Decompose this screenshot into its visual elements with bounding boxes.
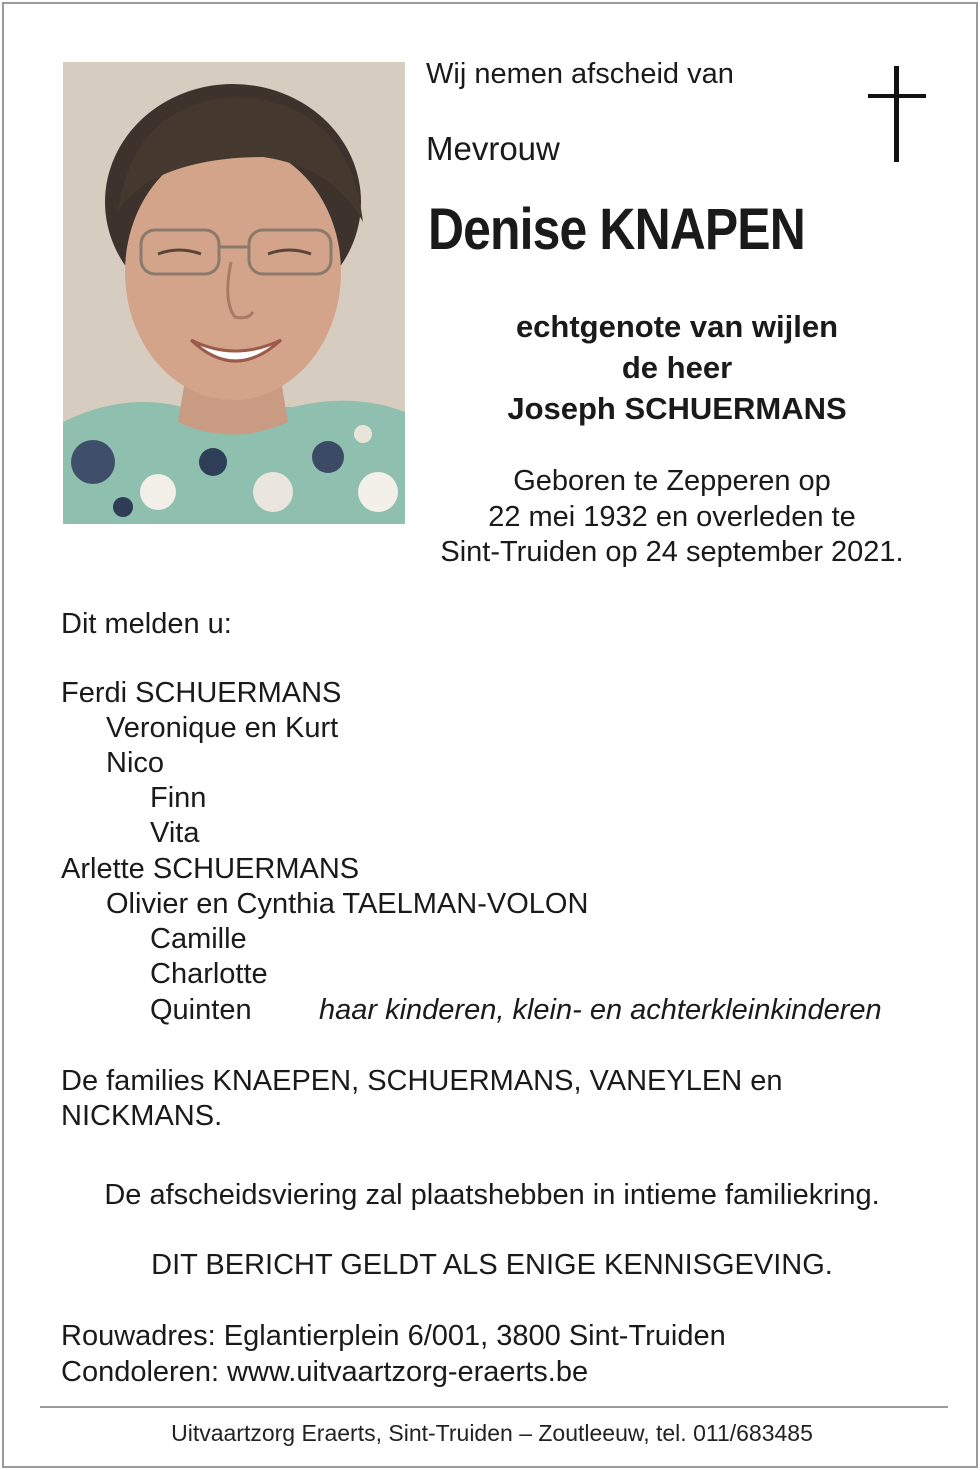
spouse-line-2: de heer bbox=[621, 350, 733, 385]
family-member: Nico bbox=[106, 747, 165, 779]
family-member: Camille bbox=[150, 923, 247, 955]
birth-line-2: 22 mei 1932 en overleden te bbox=[488, 500, 856, 533]
address-line: Rouwadres: Eglantierplein 6/001, 3800 Sint-Truiden bbox=[61, 1320, 726, 1352]
family-member: Ferdi SCHUERMANS bbox=[61, 677, 342, 709]
spouse-line-3: Joseph SCHUERMANS bbox=[507, 391, 847, 426]
obituary-card bbox=[2, 2, 978, 1468]
spouse-block bbox=[422, 306, 932, 429]
ceremony-text: De afscheidsviering zal plaatshebben in intieme familiekring. bbox=[104, 1179, 880, 1211]
condolences-line: Condoleren: www.uitvaartzorg-eraerts.be bbox=[61, 1356, 589, 1388]
portrait-photo bbox=[63, 62, 405, 524]
family-member: Charlotte bbox=[150, 958, 268, 990]
families-line-2: NICKMANS. bbox=[61, 1100, 223, 1132]
footer-text: Uitvaartzorg Eraerts, Sint-Truiden – Zoutleeuw, tel. 011/683485 bbox=[171, 1420, 813, 1446]
birth-death-block bbox=[412, 464, 932, 571]
intro-text: Wij nemen afscheid van bbox=[426, 58, 734, 90]
footer-divider bbox=[40, 1406, 948, 1408]
families-line-1: De families KNAEPEN, SCHUERMANS, VANEYLEN en bbox=[61, 1065, 783, 1097]
deceased-name: Denise KNAPEN bbox=[428, 197, 805, 262]
notice-text: DIT BERICHT GELDT ALS ENIGE KENNISGEVING. bbox=[151, 1249, 833, 1281]
birth-line-3: Sint-Truiden op 24 september 2021. bbox=[440, 536, 904, 568]
family-member: Vita bbox=[150, 817, 200, 849]
family-member: Quinten bbox=[150, 994, 252, 1026]
spouse-line-1: echtgenote van wijlen bbox=[515, 309, 839, 344]
family-member: Finn bbox=[150, 782, 207, 814]
birth-line-1: Geboren te Zepperen op bbox=[513, 465, 831, 497]
announcers-intro: Dit melden u: bbox=[61, 608, 232, 640]
cross-icon bbox=[868, 66, 926, 162]
title-prefix: Mevrouw bbox=[426, 130, 560, 167]
family-member: Veronique en Kurt bbox=[106, 712, 339, 744]
family-member: Olivier en Cynthia TAELMAN-VOLON bbox=[106, 888, 589, 920]
family-member: Arlette SCHUERMANS bbox=[61, 853, 360, 885]
family-caption: haar kinderen, klein- en achterkleinkinderen bbox=[319, 994, 882, 1026]
